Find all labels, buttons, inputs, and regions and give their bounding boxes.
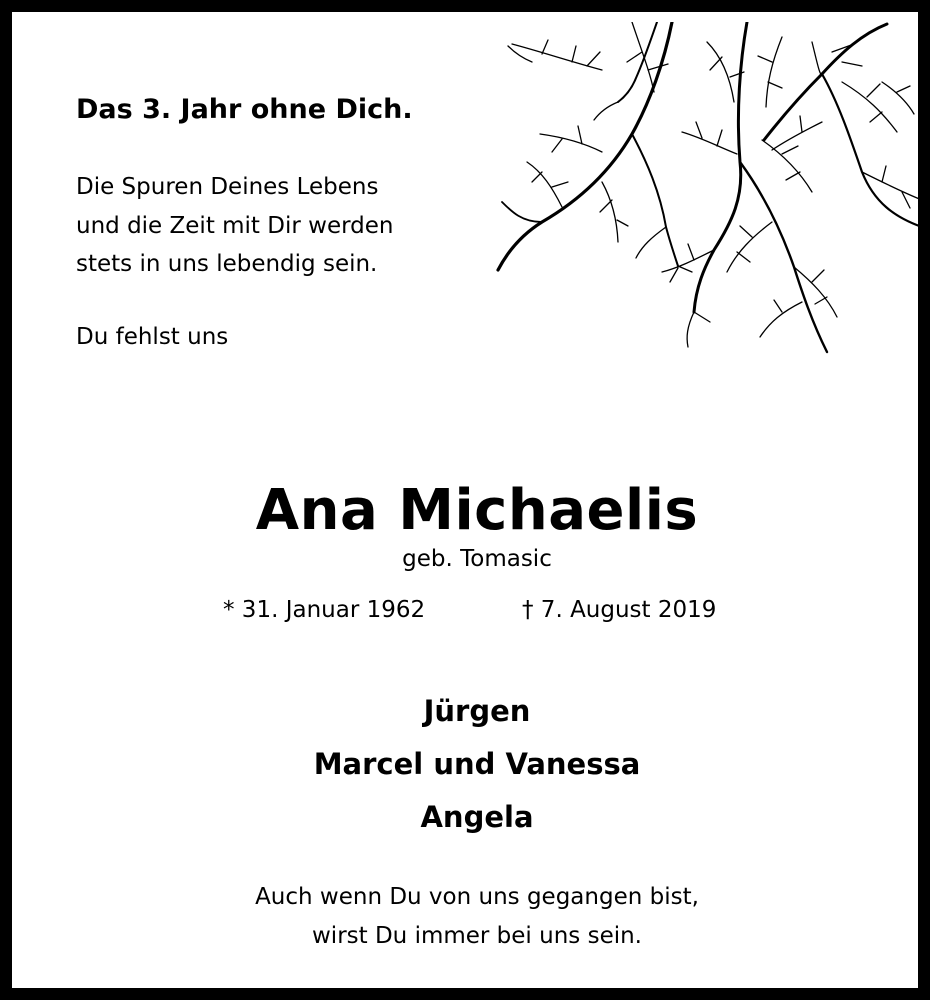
- closing-verse: [12, 878, 930, 956]
- verse: [76, 168, 393, 284]
- mourner-name: Jürgen: [423, 694, 531, 728]
- birth-date: * 31. Januar 1962: [223, 597, 426, 623]
- missing-line: Du fehlst uns: [76, 324, 229, 350]
- verse-line: stets in uns lebendig sein.: [76, 251, 378, 277]
- verse-line: und die Zeit mit Dir werden: [76, 212, 394, 239]
- mourner-name: Marcel und Vanessa: [313, 747, 641, 781]
- death-date: † 7. August 2019: [522, 597, 717, 623]
- tree-branches-icon: [482, 22, 930, 362]
- birth-name: geb. Tomasic: [402, 546, 552, 572]
- deceased-name: Ana Michaelis: [255, 478, 699, 543]
- heading: Das 3. Jahr ohne Dich.: [76, 94, 413, 125]
- verse-line: Die Spuren Deines Lebens: [76, 174, 379, 200]
- closing-line: wirst Du immer bei uns sein.: [312, 923, 642, 949]
- closing-line: Auch wenn Du von uns gegangen bist,: [255, 884, 699, 910]
- mourner-name: Angela: [420, 800, 534, 834]
